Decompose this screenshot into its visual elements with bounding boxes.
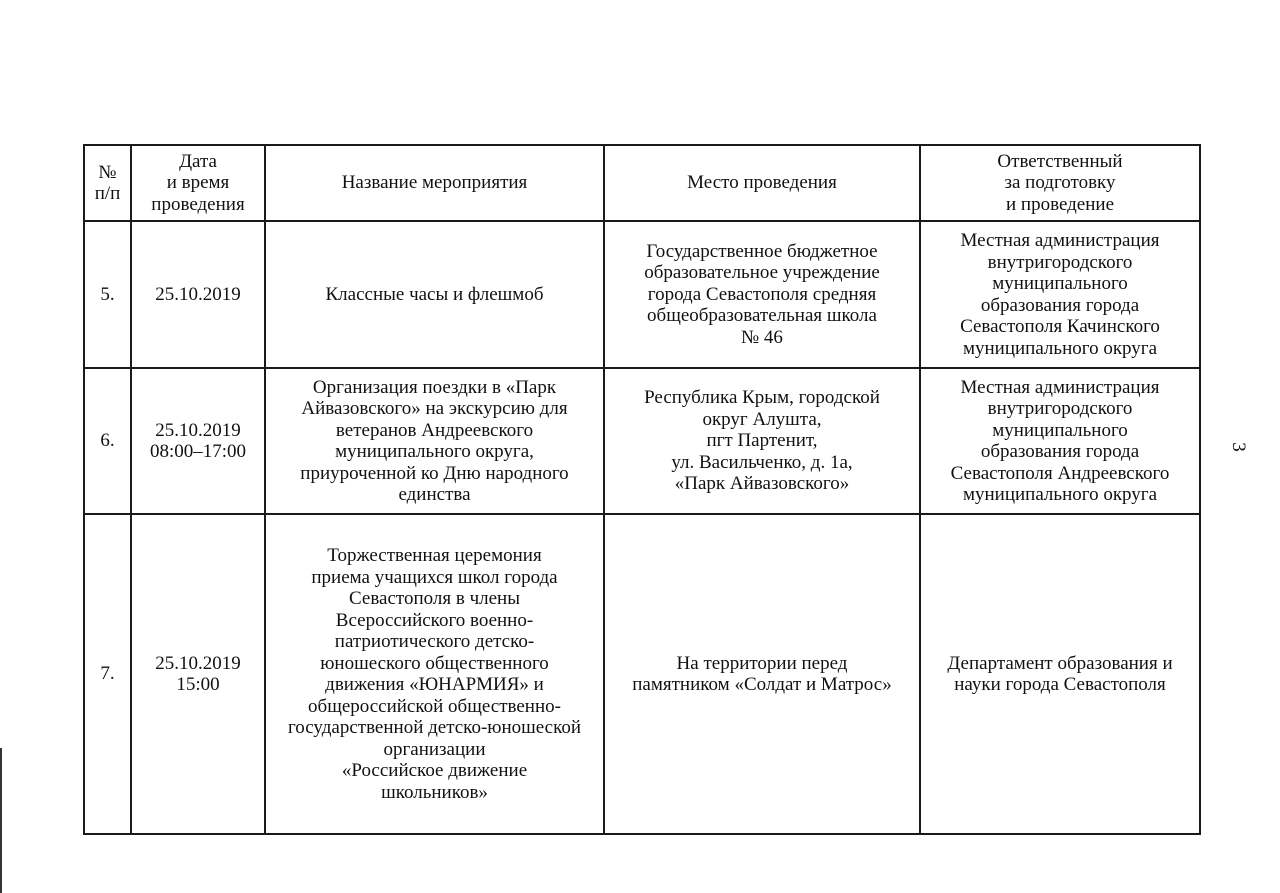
header-event: Название мероприятия [265,145,604,221]
header-date: Дата и время проведения [131,145,265,221]
row-number: 6. [84,368,131,514]
header-responsible: Ответственный за подготовку и проведение [920,145,1200,221]
row-responsible: Местная администрация внутригородского муниципального образования города Севастополя Андреевского муниципального округа [920,368,1200,514]
row-number: 5. [84,221,131,368]
row-date: 25.10.2019 [131,221,265,368]
header-row [84,145,1200,221]
row-event: Торжественная церемония приема учащихся школ города Севастополя в члены Всероссийского военно- патриотического детско- юношеского общественного движения «ЮНАРМИЯ» и общероссийской общественно- государственной детско-юношеской организации «Российское движение школьников» [265,514,604,834]
row-responsible: Департамент образования и науки города Севастополя [920,514,1200,834]
table-body [84,221,1200,834]
row-place: Республика Крым, городской округ Алушта, пгт Партенит, ул. Васильченко, д. 1а, «Парк Айвазовского» [604,368,920,514]
row-date: 25.10.2019 08:00–17:00 [131,368,265,514]
table-header [84,145,1200,221]
row-number: 7. [84,514,131,834]
row-place: На территории перед памятником «Солдат и Матрос» [604,514,920,834]
table-row [84,514,1200,834]
table-row [84,221,1200,368]
table-row [84,368,1200,514]
header-number: № п/п [84,145,131,221]
row-place: Государственное бюджетное образовательное учреждение города Севастополя средняя общеобразовательная школа № 46 [604,221,920,368]
page-number: 3 [1228,442,1249,452]
row-responsible: Местная администрация внутригородского муниципального образования города Севастополя Качинского муниципального округа [920,221,1200,368]
row-date: 25.10.2019 15:00 [131,514,265,834]
events-table [83,144,1201,835]
scan-edge-mark [0,748,2,893]
row-event: Организация поездки в «Парк Айвазовского» на экскурсию для ветеранов Андреевского муниципального округа, приуроченной ко Дню народного единства [265,368,604,514]
header-place: Место проведения [604,145,920,221]
row-event: Классные часы и флешмоб [265,221,604,368]
